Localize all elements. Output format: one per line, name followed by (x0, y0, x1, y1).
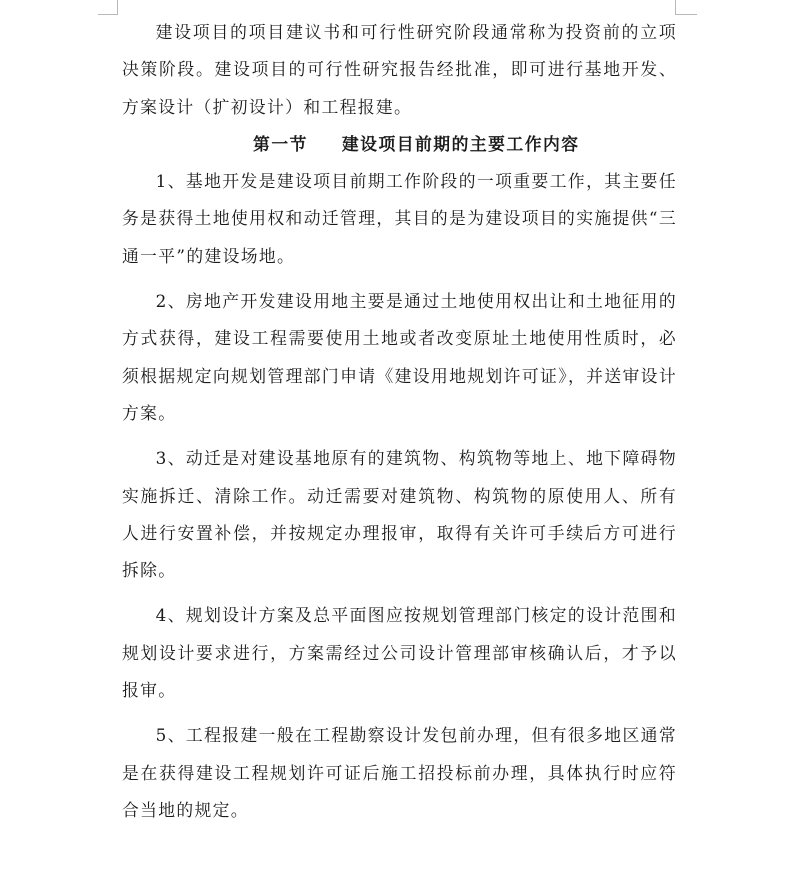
margin-crop-mark-top-right-horizontal (675, 14, 697, 15)
intro-paragraph: 建设项目的项目建议书和可行性研究阶段通常称为投资前的立项决策阶段。建设项目的可行性研究报告经批准，即可进行基地开发、方案设计（扩初设计）和工程报建。 (122, 22, 677, 117)
document-body (122, 14, 677, 829)
paragraph-1: 1、基地开发是建设项目前期工作阶段的一项重要工作，其主要任务是获得土地使用权和动迁管理，其目的是为建设项目的实施提供“三通一平”的建设场地。 (122, 171, 677, 266)
margin-crop-mark-top-left-horizontal (98, 14, 118, 15)
section-number: 第一节 (253, 133, 308, 154)
paragraph-2: 2、房地产开发建设用地主要是通过土地使用权出让和土地征用的方式获得，建设工程需要使用土地或者改变原址土地使用性质时，必须根据规定向规划管理部门申请《建设用地规划许可证》，并送审设计方案。 (122, 291, 677, 423)
margin-crop-mark-top-right (675, 0, 676, 14)
paragraph-5: 5、工程报建一般在工程勘察设计发包前办理，但有很多地区通常是在获得建设工程规划许可证后施工招投标前办理，具体执行时应符合当地的规定。 (122, 725, 677, 820)
paragraph-4: 4、规划设计方案及总平面图应按规划管理部门核定的设计范围和规划设计要求进行，方案需经过公司设计管理部审核确认后，才予以报审。 (122, 605, 677, 701)
paragraph-3: 3、动迁是对建设基地原有的建筑物、构筑物等地上、地下障碍物实施拆迁、清除工作。动迁需要对建筑物、构筑物的原使用人、所有人进行安置补偿，并按规定办理报审，取得有关许可手续后方可进行拆除。 (122, 448, 677, 581)
section-title: 建设项目前期的主要工作内容 (341, 133, 580, 154)
margin-crop-mark-top-left (117, 0, 118, 14)
section-heading (122, 126, 677, 163)
